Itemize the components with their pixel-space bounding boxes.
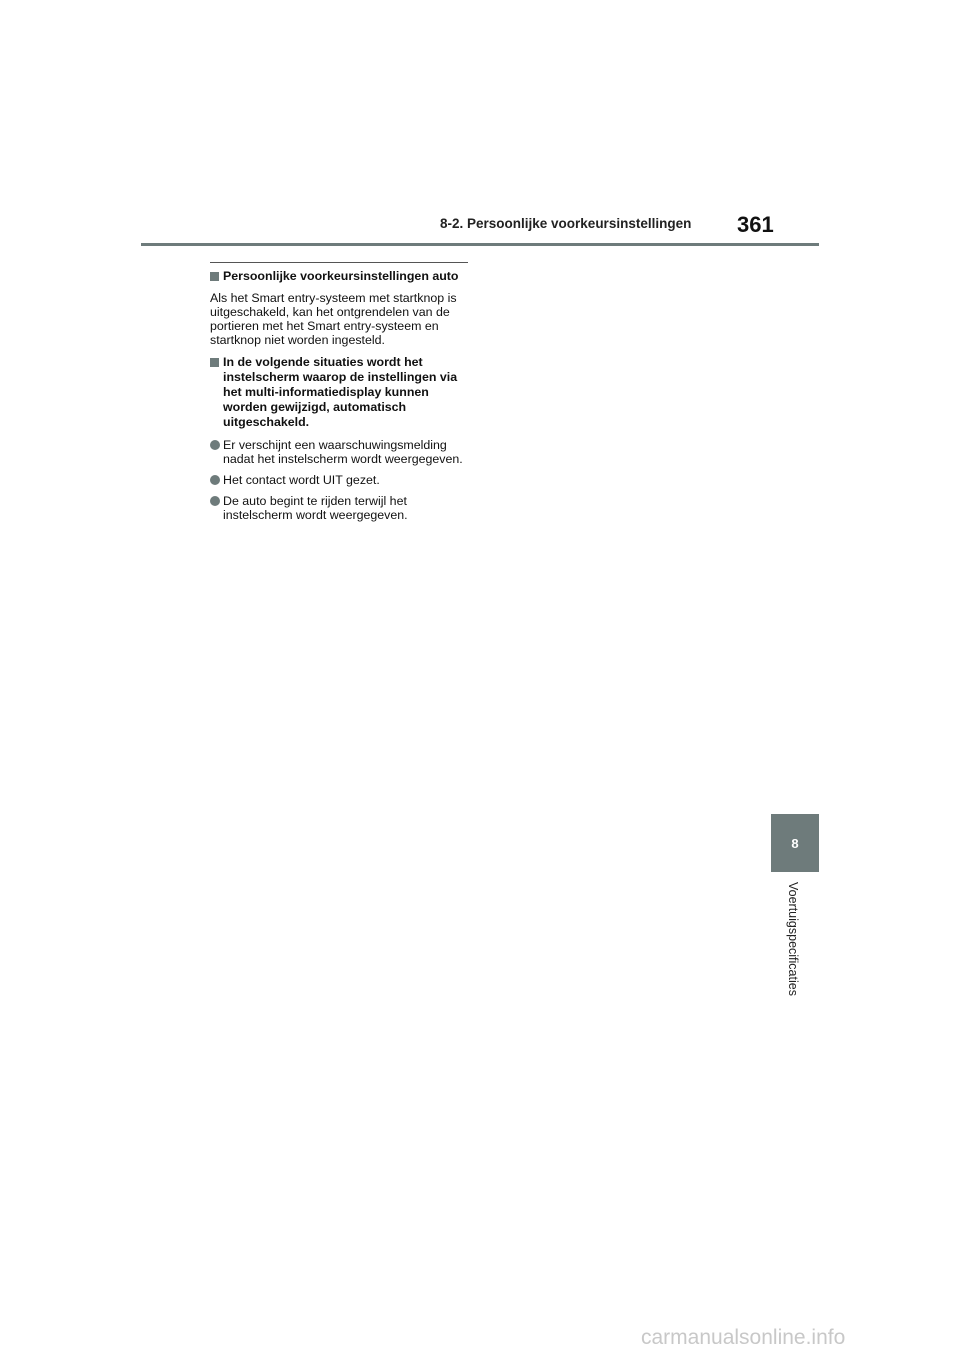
circle-bullet-icon [210,496,220,506]
chapter-number: 8 [791,835,799,851]
square-bullet-icon [210,358,219,367]
watermark: carmanualsonline.info [641,1326,846,1349]
page-number: 361 [737,212,774,237]
header-section-title: 8-2. Persoonlijke voorkeursinstellingen [440,216,692,231]
list-item-text: Er verschijnt een waarschuwingsmelding nadat het instelscherm wordt weergegeven. [223,438,463,466]
bullet-list [210,438,472,522]
list-item [210,473,472,487]
chapter-title: Voertuigspecificaties [786,882,800,996]
list-item [210,494,472,522]
chapter-tab [771,814,819,872]
heading-vehicle-preferences [210,269,472,284]
circle-bullet-icon [210,475,220,485]
heading-text: Persoonlijke voorkeursinstellingen auto [223,269,459,283]
main-content [210,262,472,529]
list-item [210,438,472,466]
circle-bullet-icon [210,440,220,450]
list-item-text: De auto begint te rijden terwijl het instelscherm wordt weergegeven. [223,494,408,522]
square-bullet-icon [210,272,219,281]
heading-auto-disable [210,355,472,430]
list-item-text: Het contact wordt UIT gezet. [223,473,380,487]
section-divider [210,262,468,263]
header-rule [141,243,819,246]
paragraph-smart-entry: Als het Smart entry-systeem met startknop is uitgeschakeld, kan het ontgrendelen van de portieren met het Smart entry-systeem en startknop niet worden ingesteld. [210,291,457,347]
heading-text: In de volgende situaties wordt het instelscherm waarop de instellingen via het multi-informatiedisplay kunnen worden gewijzigd, automatisch uitgeschakeld. [223,355,458,429]
